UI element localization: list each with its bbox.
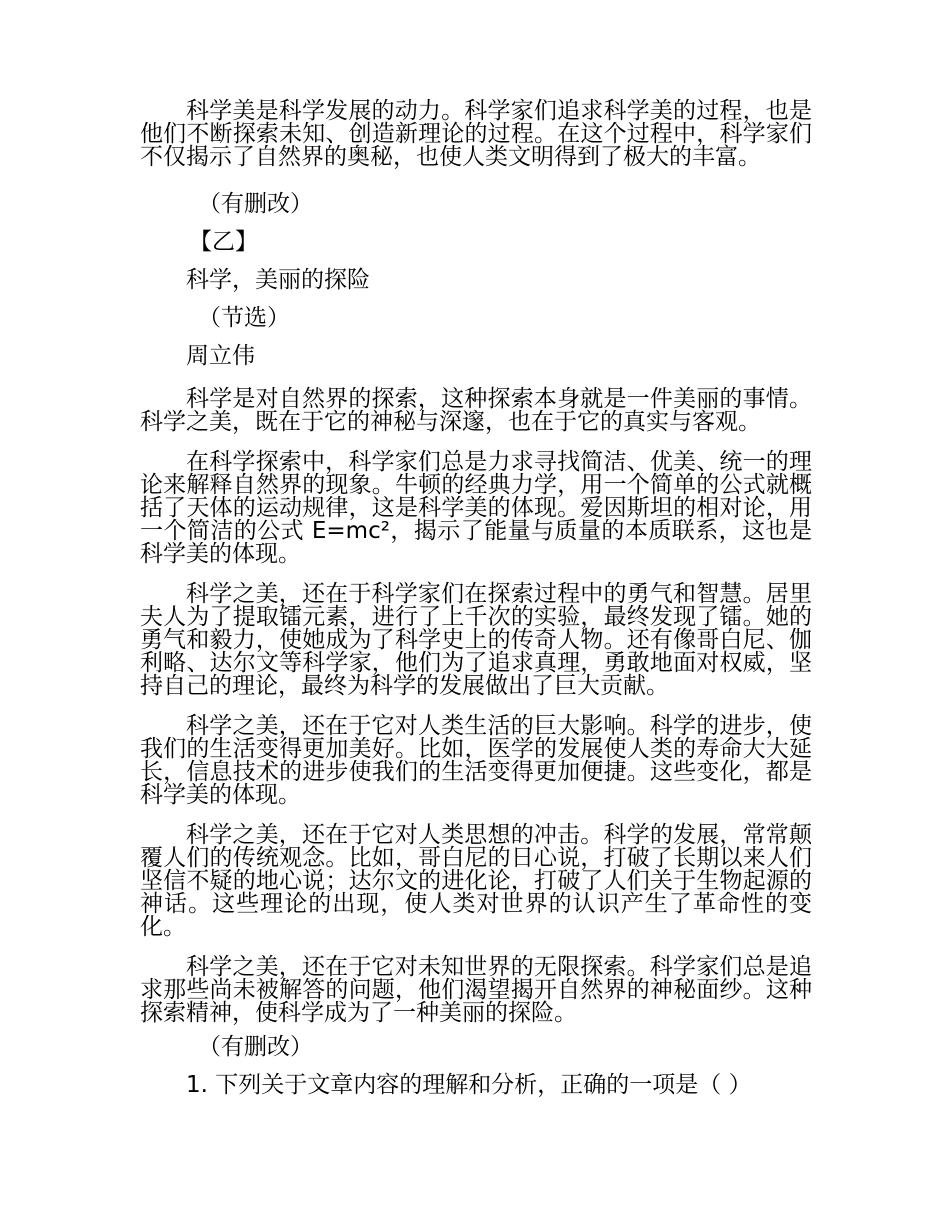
author-name: 周立伟 — [186, 343, 255, 369]
paragraph-body-4: 科学之美，还在于它对人类生活的巨大影响。科学的进步，使我们的生活变得更加美好。比如，医学的发展使人类的寿命大大延长，信息技术的进步使我们的生活变得更加便捷。这些变化，都是科学美的体现。 — [140, 713, 812, 808]
question-1: 1. 下列关于文章内容的理解和分析，正确的一项是（ ） — [186, 1072, 752, 1098]
paragraph-body-3: 科学之美，还在于科学家们在探索过程中的勇气和智慧。居里夫人为了提取镭元素，进行了上千次的实验，最终发现了镭。她的勇气和毅力，使她成为了科学史上的传奇人物。还有像哥白尼、伽利略、达尔文等科学家，他们为了追求真理，勇敢地面对权威，坚持自己的理论，最终为科学的发展做出了巨大贡献。 — [140, 581, 812, 699]
document-page — [140, 100, 812, 1103]
paragraph-body-5: 科学之美，还在于它对人类思想的冲击。科学的发展，常常颠覆人们的传统观念。比如，哥白尼的日心说，打破了长期以来人们坚信不疑的地心说；达尔文的进化论，打破了人们关于生物起源的神话。这些理论的出现，使人类对世界的认识产生了革命性的变化。 — [140, 822, 812, 940]
paragraph-body-6: 科学之美，还在于它对未知世界的无限探索。科学家们总是追求那些尚未被解答的问题，他们渴望揭开自然界的神秘面纱。这种探索精神，使科学成为了一种美丽的探险。 — [140, 954, 812, 1026]
paragraph-body-2: 在科学探索中，科学家们总是力求寻找简洁、优美、统一的理论来解释自然界的现象。牛顿的经典力学，用一个简单的公式就概括了天体的运动规律，这是科学美的体现。爱因斯坦的相对论，用一个简洁的公式 E=mc²，揭示了能量与质量的本质联系，这也是科学美的体现。 — [140, 449, 812, 567]
paragraph-science-beauty-driving-force: 科学美是科学发展的动力。科学家们追求科学美的过程，也是他们不断探索未知、创造新理论的过程。在这个过程中，科学家们不仅揭示了自然界的奥秘，也使人类文明得到了极大的丰富。 — [140, 98, 812, 170]
section-label-yi: 【乙】 — [189, 229, 258, 255]
excerpt-note: （节选） — [198, 305, 290, 331]
edit-note-1: （有删改） — [198, 191, 313, 217]
edit-note-2: （有删改） — [198, 1034, 313, 1060]
paragraph-body-1: 科学是对自然界的探索，这种探索本身就是一件美丽的事情。科学之美，既在于它的神秘与深邃，也在于它的真实与客观。 — [140, 386, 812, 435]
article-title: 科学，美丽的探险 — [186, 267, 370, 293]
